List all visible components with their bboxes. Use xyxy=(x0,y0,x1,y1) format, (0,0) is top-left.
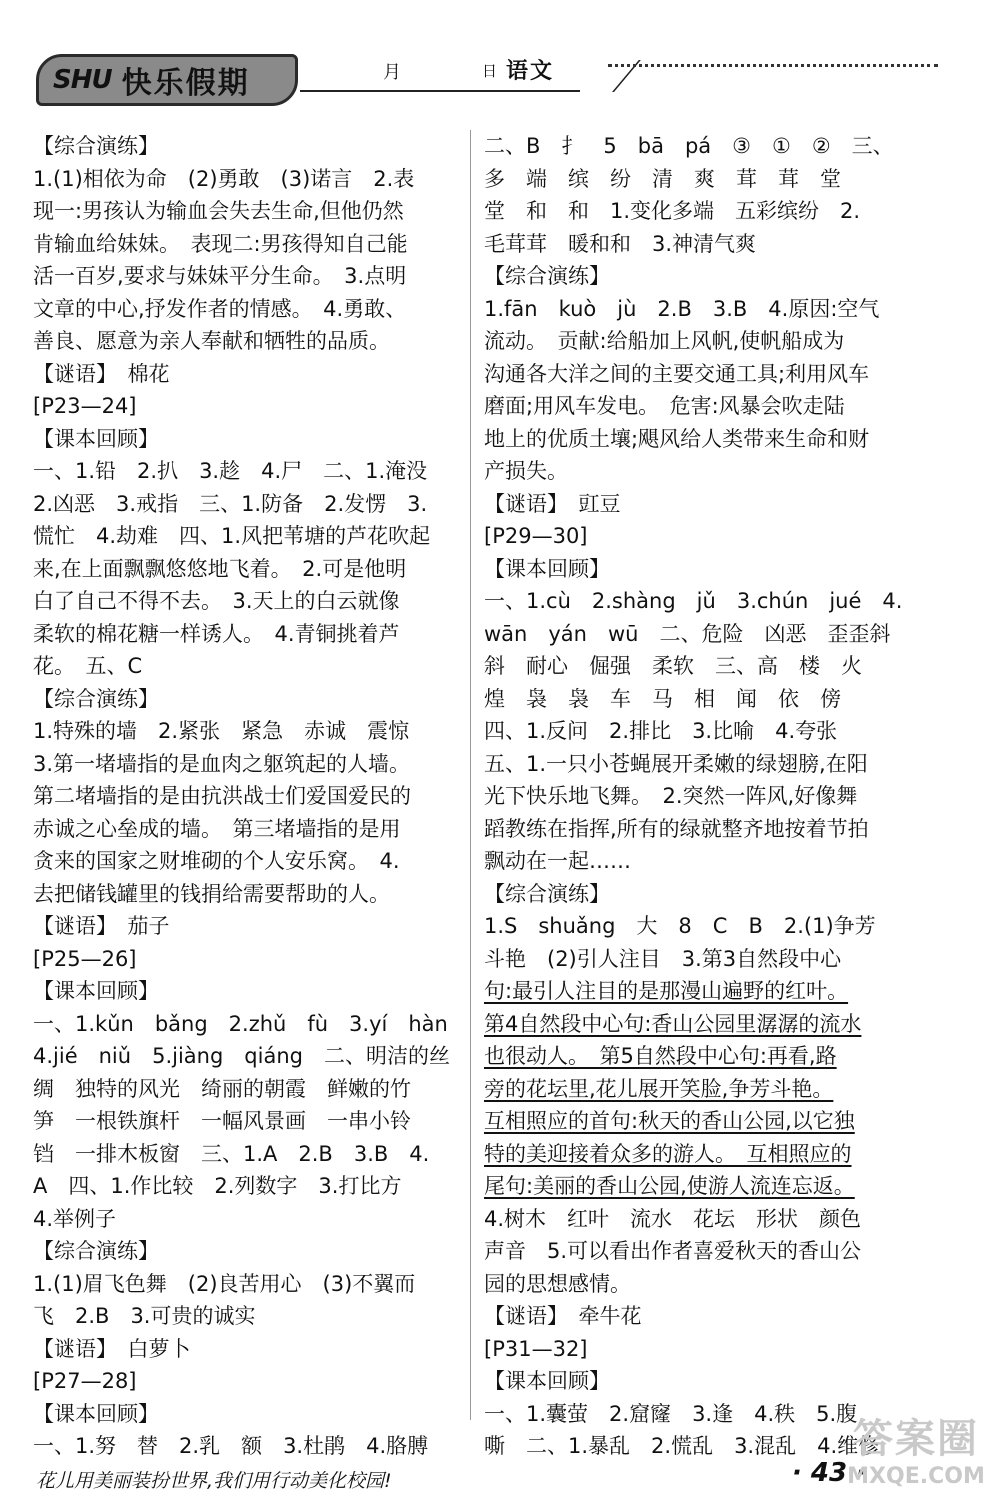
text-line: 【谜语】 豇豆 xyxy=(484,491,621,516)
text-line: 【谜语】 棉花 xyxy=(33,361,170,386)
footer-slogan: 花儿用美丽装扮世界,我们用行动美化校园! xyxy=(36,1470,392,1492)
text-line: 1.S shuǎng 大 8 C B 2.(1)争芳 xyxy=(484,914,876,938)
left-column xyxy=(33,130,463,1463)
watermark-top: 答案圈 xyxy=(853,1416,979,1462)
text-line: 声音 5.可以看出作者喜爱秋天的香山公 xyxy=(484,1239,862,1263)
page-header xyxy=(28,52,978,112)
text-line: 地上的优质土壤;飓风给人类带来生命和财 xyxy=(484,426,870,451)
text-line: 互相照应的首句:秋天的香山公园,以它独 xyxy=(484,1109,855,1133)
watermark-bottom: MXQE.COM xyxy=(847,1464,985,1489)
text-line: wān yán wū 二、危险 凶恶 歪歪斜 xyxy=(484,621,891,646)
text-line: 活一百岁,要求与妹妹平分生命。 3.点明 xyxy=(33,264,407,288)
text-line: 【谜语】 牵牛花 xyxy=(484,1304,642,1328)
text-line: 1.(1)眉飞色舞 (2)良苦用心 (3)不翼而 xyxy=(33,1271,416,1296)
text-line: 笋 一根铁旗杆 一幅风景画 一串小铃 xyxy=(33,1109,411,1133)
text-line: 第4自然段中心句:香山公园里潺潺的流水 xyxy=(484,1011,862,1036)
text-line: 五、1.一只小苍蝇展开柔嫩的绿翅膀,在阳 xyxy=(484,751,868,776)
text-line: 沟通各大洋之间的主要交通工具;利用风车 xyxy=(484,361,870,386)
text-line: 句:最引人注目的是那漫山遍野的红叶。 xyxy=(484,979,849,1003)
text-line: 二、B 扌 5 bā pá ③ ① ② 三、 xyxy=(484,134,894,158)
text-line: 来,在上面飘飘悠悠地飞着。 2.可是他明 xyxy=(33,556,407,581)
text-line: 煌 袅 袅 车 马 相 闻 依 傍 xyxy=(484,686,841,711)
subject-label: 语文 xyxy=(506,59,555,84)
text-line: 嘶 二、1.暴乱 2.慌乱 3.混乱 4.维修 xyxy=(484,1434,880,1458)
text-line: 一、1.铅 2.扒 3.趁 4.尸 二、1.淹没 xyxy=(33,459,428,483)
text-line: 1.fān kuò jù 2.B 3.B 4.原因:空气 xyxy=(484,296,880,321)
text-line: 产损失。 xyxy=(484,459,568,483)
text-line: 旁的花坛里,花儿展开笑脸,争芳斗艳。 xyxy=(484,1076,834,1101)
text-line: 尾句:美丽的香山公园,使游人流连忘返。 xyxy=(484,1174,855,1198)
text-line: 第二堵墙指的是由抗洪战士们爱国爱民的 xyxy=(33,784,411,808)
right-column xyxy=(484,130,912,1463)
text-line: 肯输血给妹妹。 表现二:男孩得知自己能 xyxy=(33,231,408,256)
text-line: 1.(1)相依为命 (2)勇敢 (3)诺言 2.表 xyxy=(33,166,415,191)
text-line: 4.树木 红叶 流水 花坛 形状 颜色 xyxy=(484,1206,862,1231)
text-line: 堂 和 和 1.变化多端 五彩缤纷 2. xyxy=(484,199,861,223)
page-number: · 43 · xyxy=(792,1458,867,1488)
text-line: [P31—32] xyxy=(484,1336,588,1361)
text-line: [P29—30] xyxy=(484,524,588,548)
text-line: 绸 独特的风光 绮丽的朝霞 鲜嫩的竹 xyxy=(33,1076,411,1101)
text-line: 铛 一排木板窗 三、1.A 2.B 3.B 4. xyxy=(33,1141,430,1166)
text-line: 斗艳 (2)引人注目 3.第3自然段中心 xyxy=(484,946,842,971)
text-line: 【谜语】 茄子 xyxy=(33,914,170,938)
text-line: 园的思想感情。 xyxy=(484,1271,631,1296)
text-line: 毛茸茸 暖和和 3.神清气爽 xyxy=(484,231,757,256)
text-line: A 四、1.作比较 2.列数字 3.打比方 xyxy=(33,1174,402,1198)
text-line: 特的美迎接着众多的游人。 互相照应的 xyxy=(484,1141,852,1166)
text-line: 【课本回顾】 xyxy=(33,979,159,1003)
text-line: 去把储钱罐里的钱捐给需要帮助的人。 xyxy=(33,881,390,906)
text-line: [P23—24] xyxy=(33,394,137,418)
text-line: 飞 2.B 3.可贵的诚实 xyxy=(33,1304,256,1328)
text-line: 贪来的国家之财堆砌的个人安乐窝。 4. xyxy=(33,849,400,873)
text-line: 现一:男孩认为输血会失去生命,但他仍然 xyxy=(33,199,404,223)
text-line: 斜 耐心 倔强 柔软 三、高 楼 火 xyxy=(484,654,862,678)
text-line: 【综合演练】 xyxy=(33,686,159,711)
text-line: 【综合演练】 xyxy=(484,881,610,906)
text-line: 【谜语】 白萝卜 xyxy=(33,1336,191,1361)
text-line: 4.举例子 xyxy=(33,1206,117,1231)
text-line: 【综合演练】 xyxy=(484,264,610,288)
watermark-logo xyxy=(846,1416,986,1500)
text-line: 善良、愿意为亲人奉献和牺牲的品质。 xyxy=(33,329,390,353)
text-line: 【综合演练】 xyxy=(33,134,159,158)
text-line: 流动。 贡献:给船加上风帆,使帆船成为 xyxy=(484,329,845,353)
text-line: 3.第一堵墙指的是血肉之躯筑起的人墙。 xyxy=(33,751,411,776)
header-dotted-rule xyxy=(608,64,938,67)
text-line: 花。 五、C xyxy=(33,654,143,678)
header-rule xyxy=(300,90,580,92)
brand-text: SHU xyxy=(53,65,112,95)
text-line: 2.凶恶 3.戒指 三、1.防备 2.发愣 3. xyxy=(33,491,428,516)
brand-logo xyxy=(36,54,298,106)
text-line: 【综合演练】 xyxy=(33,1239,159,1263)
text-line: 赤诚之心垒成的墙。 第三堵墙指的是用 xyxy=(33,816,401,841)
text-line: 1.特殊的墙 2.紧张 紧急 赤诚 震惊 xyxy=(33,719,410,743)
day-label: 日 xyxy=(482,62,498,80)
text-line: 一、1.cù 2.shàng jǔ 3.chún jué 4. xyxy=(484,589,903,613)
text-line: 白了自己不得不去。 3.天上的白云就像 xyxy=(33,589,400,613)
text-line: 【课本回顾】 xyxy=(484,556,610,581)
month-label: 月 xyxy=(383,62,401,83)
text-line: 【课本回顾】 xyxy=(484,1369,610,1393)
text-line: 飘动在一起…… xyxy=(484,849,631,873)
text-line: 4.jié niǔ 5.jiàng qiáng 二、明洁的丝 xyxy=(33,1044,450,1068)
text-line: 一、1.kǔn bǎng 2.zhǔ fù 3.yí hàn xyxy=(33,1011,448,1036)
text-line: 柔软的棉花糖一样诱人。 4.青铜挑着芦 xyxy=(33,621,400,646)
text-line: 四、1.反问 2.排比 3.比喻 4.夸张 xyxy=(484,719,838,743)
text-line: 一、1.努 替 2.乳 额 3.杜鹃 4.胳膊 xyxy=(33,1434,429,1458)
text-line: 多 端 缤 纷 清 爽 茸 茸 堂 xyxy=(484,166,841,191)
text-line: 光下快乐地飞舞。 2.突然一阵风,好像舞 xyxy=(484,784,858,808)
text-line: 【课本回顾】 xyxy=(33,426,159,451)
text-line: [P27—28] xyxy=(33,1369,137,1393)
text-line: 磨面;用风车发电。 危害:风暴会吹走陆 xyxy=(484,394,845,418)
text-line: [P25—26] xyxy=(33,946,137,971)
text-line: 文章的中心,抒发作者的情感。 4.勇敢、 xyxy=(33,296,407,321)
text-line: 一、1.囊萤 2.窟窿 3.逢 4.秩 5.腹 xyxy=(484,1401,858,1426)
column-divider xyxy=(470,130,471,1420)
book-title: 快乐假期 xyxy=(121,66,250,101)
text-line: 慌忙 4.劫难 四、1.风把苇塘的芦花吹起 xyxy=(33,524,431,548)
text-line: 也很动人。 第5自然段中心句:再看,路 xyxy=(484,1044,837,1068)
text-line: 【课本回顾】 xyxy=(33,1401,159,1426)
text-line: 蹈教练在指挥,所有的绿就整齐地按着节拍 xyxy=(484,816,869,841)
